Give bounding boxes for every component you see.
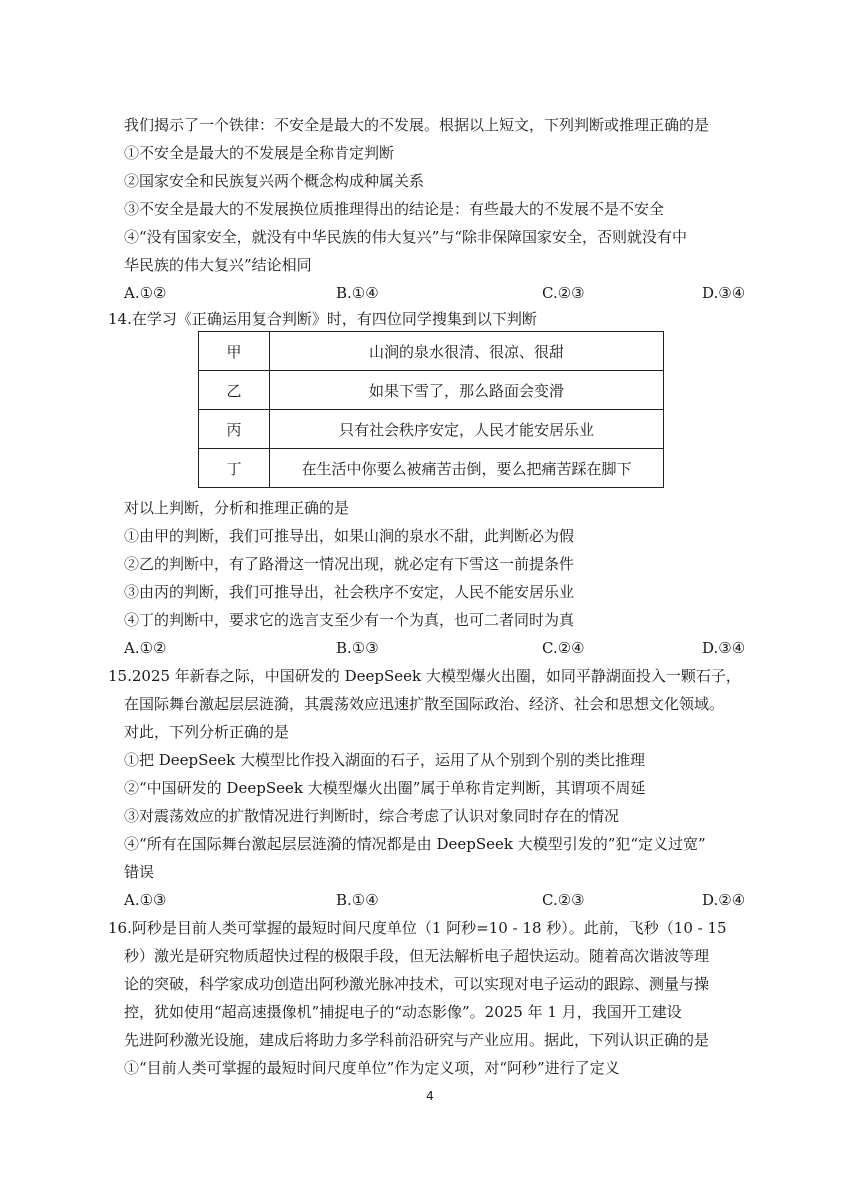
q14-stem: 14.在学习《正确运用复合判断》时，有四位同学搜集到以下判断 — [108, 310, 537, 328]
row-text: 只有社会秩序安定，人民才能安居乐业 — [270, 410, 664, 449]
row-key: 丁 — [199, 449, 270, 488]
q15-option-c: C.②③ — [542, 891, 585, 909]
row-text: 如果下雪了，那么路面会变滑 — [270, 371, 664, 410]
q14-statement-4: ④丁的判断中，要求它的选言支至少有一个为真，也可二者同时为真 — [124, 611, 575, 629]
q14-options — [124, 637, 754, 659]
page-number: 4 — [426, 1089, 434, 1103]
q13-option-c: C.②③ — [542, 284, 585, 302]
row-key: 丙 — [199, 410, 270, 449]
q16-stem-line-3: 论的突破，科学家成功创造出阿秒激光脉冲技术，可以实现对电子运动的跟踪、测量与操 — [124, 975, 710, 993]
q13-option-a: A.①② — [124, 284, 167, 302]
q13-statement-3: ③不安全是最大的不发展换位质推理得出的结论是：有些最大的不发展不是不安全 — [124, 200, 665, 218]
q13-statement-2: ②国家安全和民族复兴两个概念构成种属关系 — [124, 172, 425, 190]
table-row — [199, 371, 664, 410]
q15-statement-3: ③对震荡效应的扩散情况进行判断时，综合考虑了认识对象同时存在的情况 — [124, 807, 620, 825]
table-row — [199, 332, 664, 371]
q15-options — [124, 889, 754, 911]
q13-option-d: D.③④ — [702, 284, 746, 302]
q15-statement-4: ④“所有在国际舞台激起层层涟漪的情况都是由 DeepSeek 大模型引发的”犯“定义过宽” — [124, 835, 706, 853]
q15-stem-line-2: 在国际舞台激起层层涟漪，其震荡效应迅速扩散至国际政治、经济、社会和思想文化领域。 — [124, 695, 725, 713]
q14-statement-1: ①由甲的判断，我们可推导出，如果山涧的泉水不甜，此判断必为假 — [124, 527, 575, 545]
q16-stem-line-1: 16.阿秒是目前人类可掌握的最短时间尺度单位（1 阿秒=10 - 18 秒）。此前，飞秒（10 - 15 — [108, 919, 727, 937]
q15-option-a: A.①③ — [124, 891, 167, 909]
q16-stem-line-5: 先进阿秒激光设施，建成后将助力多学科前沿研究与产业应用。据此，下列认识正确的是 — [124, 1031, 710, 1049]
q16-stem-line-2: 秒）激光是研究物质超快过程的极限手段，但无法解析电子超快运动。随着高次谐波等理 — [124, 947, 710, 965]
q14-statement-3: ③由丙的判断，我们可推导出，社会秩序不安定，人民不能安居乐业 — [124, 583, 575, 601]
table-row — [199, 449, 664, 488]
q14-option-b: B.①③ — [336, 639, 379, 657]
q13-stem-tail: 我们揭示了一个铁律：不安全是最大的不发展。根据以上短文，下列判断或推理正确的是 — [124, 116, 710, 134]
q15-option-d: D.②④ — [702, 891, 746, 909]
q15-stem-line-3: 对此，下列分析正确的是 — [124, 723, 290, 741]
q15-statement-1: ①把 DeepSeek 大模型比作投入湖面的石子，运用了从个别到个别的类比推理 — [124, 751, 646, 769]
row-key: 甲 — [199, 332, 270, 371]
q15-stem-line-1: 15.2025 年新春之际，中国研发的 DeepSeek 大模型爆火出圈，如同平静湖面投入一颗石子， — [108, 667, 741, 685]
q13-statement-4-cont: 华民族的伟大复兴”结论相同 — [124, 256, 312, 274]
row-key: 乙 — [199, 371, 270, 410]
row-text: 山涧的泉水很清、很凉、很甜 — [270, 332, 664, 371]
table-row — [199, 410, 664, 449]
q15-statement-2: ②“中国研发的 DeepSeek 大模型爆火出圈”属于单称肯定判断，其谓项不周延 — [124, 779, 646, 797]
q14-option-a: A.①② — [124, 639, 167, 657]
q14-statement-2: ②乙的判断中，有了路滑这一情况出现，就必定有下雪这一前提条件 — [124, 555, 575, 573]
q14-judgment-table — [198, 331, 664, 488]
q15-statement-4-cont: 错误 — [124, 863, 155, 881]
row-text: 在生活中你要么被痛苦击倒，要么把痛苦踩在脚下 — [270, 449, 664, 488]
q14-prompt: 对以上判断，分析和推理正确的是 — [124, 499, 350, 517]
q14-option-c: C.②④ — [542, 639, 585, 657]
q13-statement-4: ④“没有国家安全，就没有中华民族的伟大复兴”与“除非保障国家安全，否则就没有中 — [124, 228, 688, 246]
q13-options — [124, 282, 754, 304]
q13-statement-1: ①不安全是最大的不发展是全称肯定判断 — [124, 144, 395, 162]
q14-option-d: D.③④ — [702, 639, 746, 657]
q16-stem-line-4: 控，犹如使用“超高速摄像机”捕捉电子的“动态影像”。2025 年 1 月，我国开工建设 — [124, 1003, 682, 1021]
q15-option-b: B.①④ — [336, 891, 379, 909]
q13-option-b: B.①④ — [336, 284, 379, 302]
q16-statement-1: ①“目前人类可掌握的最短时间尺度单位”作为定义项，对“阿秒”进行了定义 — [124, 1059, 620, 1077]
